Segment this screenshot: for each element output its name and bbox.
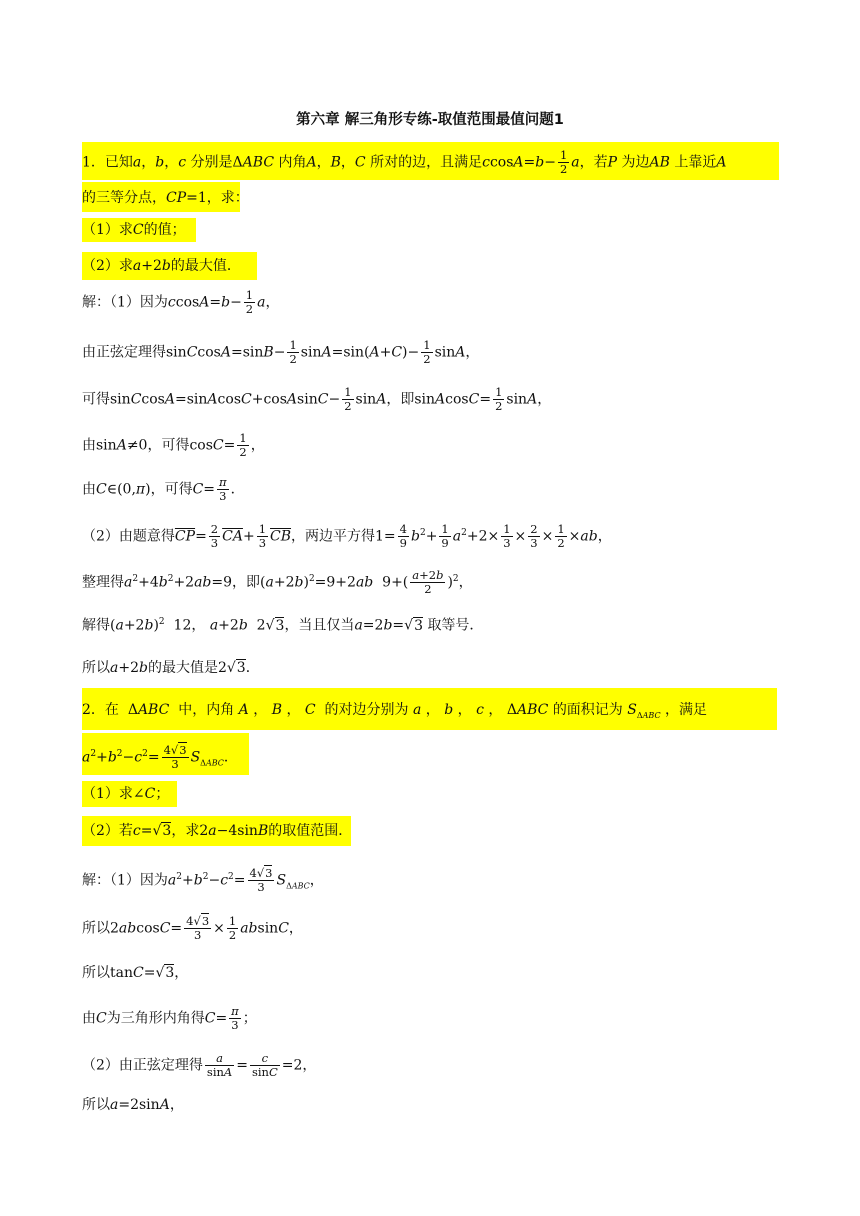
q1-solution-line3: 可得sinCcosA=sinAcosC+cosAsinC− $\frac{1}{2}$ sinA，即sinAcosC= $\frac{1}{2}$ sinA，: [82, 385, 552, 413]
q1-part2: （2）求a+2b的最大值．: [82, 258, 241, 274]
solution-text: 整理得: [82, 574, 124, 591]
fraction: $\frac{4√3}{3}$: [163, 743, 187, 772]
solution-text: 为三角形内角得: [106, 1010, 205, 1027]
q2-part2-text: （2）若: [82, 823, 133, 839]
q1-solution-line7: 整理得$a^2+4b^2+2ab=9$，即$(a+2b)^2=9+2ab$ 9+( $\frac{a+2b}{2}$ )$^2$，: [82, 568, 473, 597]
q1-solution-line4: 由sinA≠0，可得cosC= $\frac{1}{2}$ ，: [82, 431, 265, 459]
q1-number-text: 1．已知: [82, 154, 133, 171]
solution-label: 解：（1）因为: [82, 872, 168, 889]
q1-solution-line6: （2）由题意得$\overline{CP}=$ $\frac{2}{3}$ $\overline{CA}+$ $\frac{1}{3}$ $\overline{CB}$，两边平方得1= $\frac{4}{9}$ $b^2+$ $\frac{1}{9}$ $a^2+2\times$ $\frac{1}{3}$ × $\frac{2}{3}$ × $\frac{1}{2}$ ×ab，: [82, 522, 612, 551]
fraction: $\frac{1}{2}$: [245, 288, 254, 316]
q2-solution-line3: 所以tanC=√3，: [82, 965, 189, 981]
q1-text: ，求：: [206, 190, 249, 206]
solution-text: ，两边平方得: [291, 528, 376, 545]
solution-text: （2）由题意得: [82, 528, 175, 545]
fraction: $\frac{1}{2}$: [344, 385, 352, 413]
solution-text: ，可得: [147, 437, 190, 454]
fraction: $\frac{1}{3}$: [503, 522, 511, 551]
solution-text: 由: [82, 481, 96, 498]
solution-text: 的最大值是: [147, 660, 218, 676]
solution-text: 所以: [82, 920, 110, 937]
q2-stem-line2: $a^2+b^2-c^2=$ $\frac{4√3}{3}$ $S_{\Delta ABC}$．: [82, 743, 238, 772]
q2-text: 的面积记为: [552, 702, 623, 718]
solution-label: 解：（1）因为: [82, 294, 168, 311]
q1-solution-line8: 解得$(a+2b)^2$ 12， a+2b 2√3，当且仅当a=2b=√3 取等号．: [82, 617, 484, 634]
q1-part1-text: （1）求: [82, 222, 133, 238]
fraction: $\frac{1}{2}$: [559, 148, 568, 176]
solution-text: 由: [82, 1010, 96, 1027]
fraction: $\frac{1}{2}$: [495, 385, 503, 413]
solution-text: 所以: [82, 1097, 110, 1113]
q1-text: 所对的边，且满足: [370, 154, 483, 171]
solution-text: 取等号．: [427, 617, 484, 634]
fraction: $\frac{2}{3}$: [530, 522, 538, 551]
solution-text: ，可得: [150, 481, 193, 498]
q2-solution-line2: 所以2abcosC= $\frac{4√3}{3}$ × $\frac{1}{2}$ absinC，: [82, 914, 303, 942]
solution-text: 由正弦定理得: [82, 344, 166, 361]
solution-text: ，即: [386, 391, 415, 408]
q2-stem-line1: 2．在 ΔABC 中，内角 A ， B ， C 的对边分别为 a ， b ， c ， ΔABC 的面积记为 $S_{\Delta ABC}$ ，满足: [82, 702, 708, 720]
fraction: $\frac{a+2b}{2}$: [412, 568, 444, 597]
fraction: $\frac{1}{2}$: [289, 338, 297, 366]
fraction: $\frac{1}{3}$: [258, 522, 267, 551]
q2-solution-line4: 由C为三角形内角得C= $\frac{\pi}{3}$ ；: [82, 1004, 257, 1032]
solution-text: 由: [82, 437, 96, 454]
q2-number-text: 2．在: [82, 702, 119, 718]
fraction: $\frac{4√3}{3}$: [249, 866, 273, 895]
solution-text: 所以: [82, 660, 110, 676]
solution-text: ，即: [232, 574, 261, 591]
q1-stem-line1: 1．已知a，b，c 分别是ΔABC 内角A，B，C 所对的边，且满足ccosA=b− $\frac{1}{2}$ a，若P 为边AB 上靠近A: [82, 148, 727, 176]
fraction: $\frac{1}{9}$: [441, 522, 449, 551]
fraction: $\frac{\pi}{3}$: [231, 1004, 239, 1032]
solution-text: 解得: [82, 617, 110, 634]
q2-part2: （2）若c=√3，求2a−4sinB的取值范围．: [82, 823, 353, 839]
q1-solution-line9: 所以a+2b的最大值是2√3．: [82, 660, 260, 676]
q2-solution-line6: 所以a=2sinA，: [82, 1097, 184, 1113]
fraction: $\frac{a}{\sin A}$: [206, 1051, 233, 1079]
fraction: $\frac{1}{2}$: [239, 431, 247, 459]
q1-text: 的三等分点，: [82, 190, 166, 206]
solution-text: （2）由正弦定理得: [82, 1057, 203, 1074]
q1-solution-line2: 由正弦定理得sinCcosA=sinB− $\frac{1}{2}$ sinA=sin(A+C)− $\frac{1}{2}$ sinA，: [82, 338, 480, 366]
q1-text: 分别是: [190, 154, 233, 171]
q2-solution-line5: （2）由正弦定理得 $\frac{a}{\sin A}$ = $\frac{c}{\sin C}$ =2，: [82, 1051, 317, 1079]
q1-part1-text: 的值；: [143, 222, 186, 238]
fraction: $\frac{1}{2}$: [557, 522, 565, 551]
q2-part1: （1）求∠C；: [82, 786, 170, 802]
q2-part1-text: （1）求: [82, 786, 133, 802]
solution-text: ，当且仅当: [284, 617, 355, 634]
fraction: $\frac{\pi}{3}$: [219, 475, 227, 503]
q1-part2-text: （2）求: [82, 258, 133, 274]
fraction: $\frac{1}{2}$: [228, 914, 237, 942]
fraction: $\frac{4√3}{3}$: [186, 914, 210, 942]
q1-text: 内角: [278, 154, 307, 171]
q1-stem-line2: 的三等分点，CP=1，求：: [82, 190, 249, 206]
q2-solution-line1: 解：（1）因为$a^2+b^2-c^2=$ $\frac{4√3}{3}$ $S_{\Delta ABC}$，: [82, 866, 324, 895]
q2-part2-text: ，求: [171, 823, 200, 839]
q1-text: ，若: [579, 154, 608, 171]
q1-text: 为边: [621, 154, 650, 171]
q1-solution-line5: 由C∈(0,π)，可得C= $\frac{\pi}{3}$ ．: [82, 475, 245, 503]
q1-part1: （1）求C的值；: [82, 222, 186, 238]
fraction: $\frac{2}{3}$: [210, 522, 219, 551]
fraction: $\frac{4}{9}$: [399, 522, 407, 551]
q2-text: 的对边分别为: [324, 702, 409, 718]
q1-part2-text: 的最大值．: [170, 258, 241, 274]
q2-text: 中，内角: [178, 702, 235, 718]
solution-text: 所以: [82, 965, 110, 981]
q1-text: 上靠近: [674, 154, 717, 171]
solution-text: 可得: [82, 391, 110, 408]
q1-solution-line1: 解：（1）因为ccosA=b− $\frac{1}{2}$ a，: [82, 288, 280, 316]
page-title: 第六章 解三角形专练-取值范围最值问题1: [296, 112, 564, 128]
q2-text: ，满足: [665, 702, 708, 718]
fraction: $\frac{1}{2}$: [423, 338, 431, 366]
fraction: $\frac{c}{\sin C}$: [251, 1051, 278, 1079]
q2-part2-text: 的取值范围．: [268, 823, 353, 839]
